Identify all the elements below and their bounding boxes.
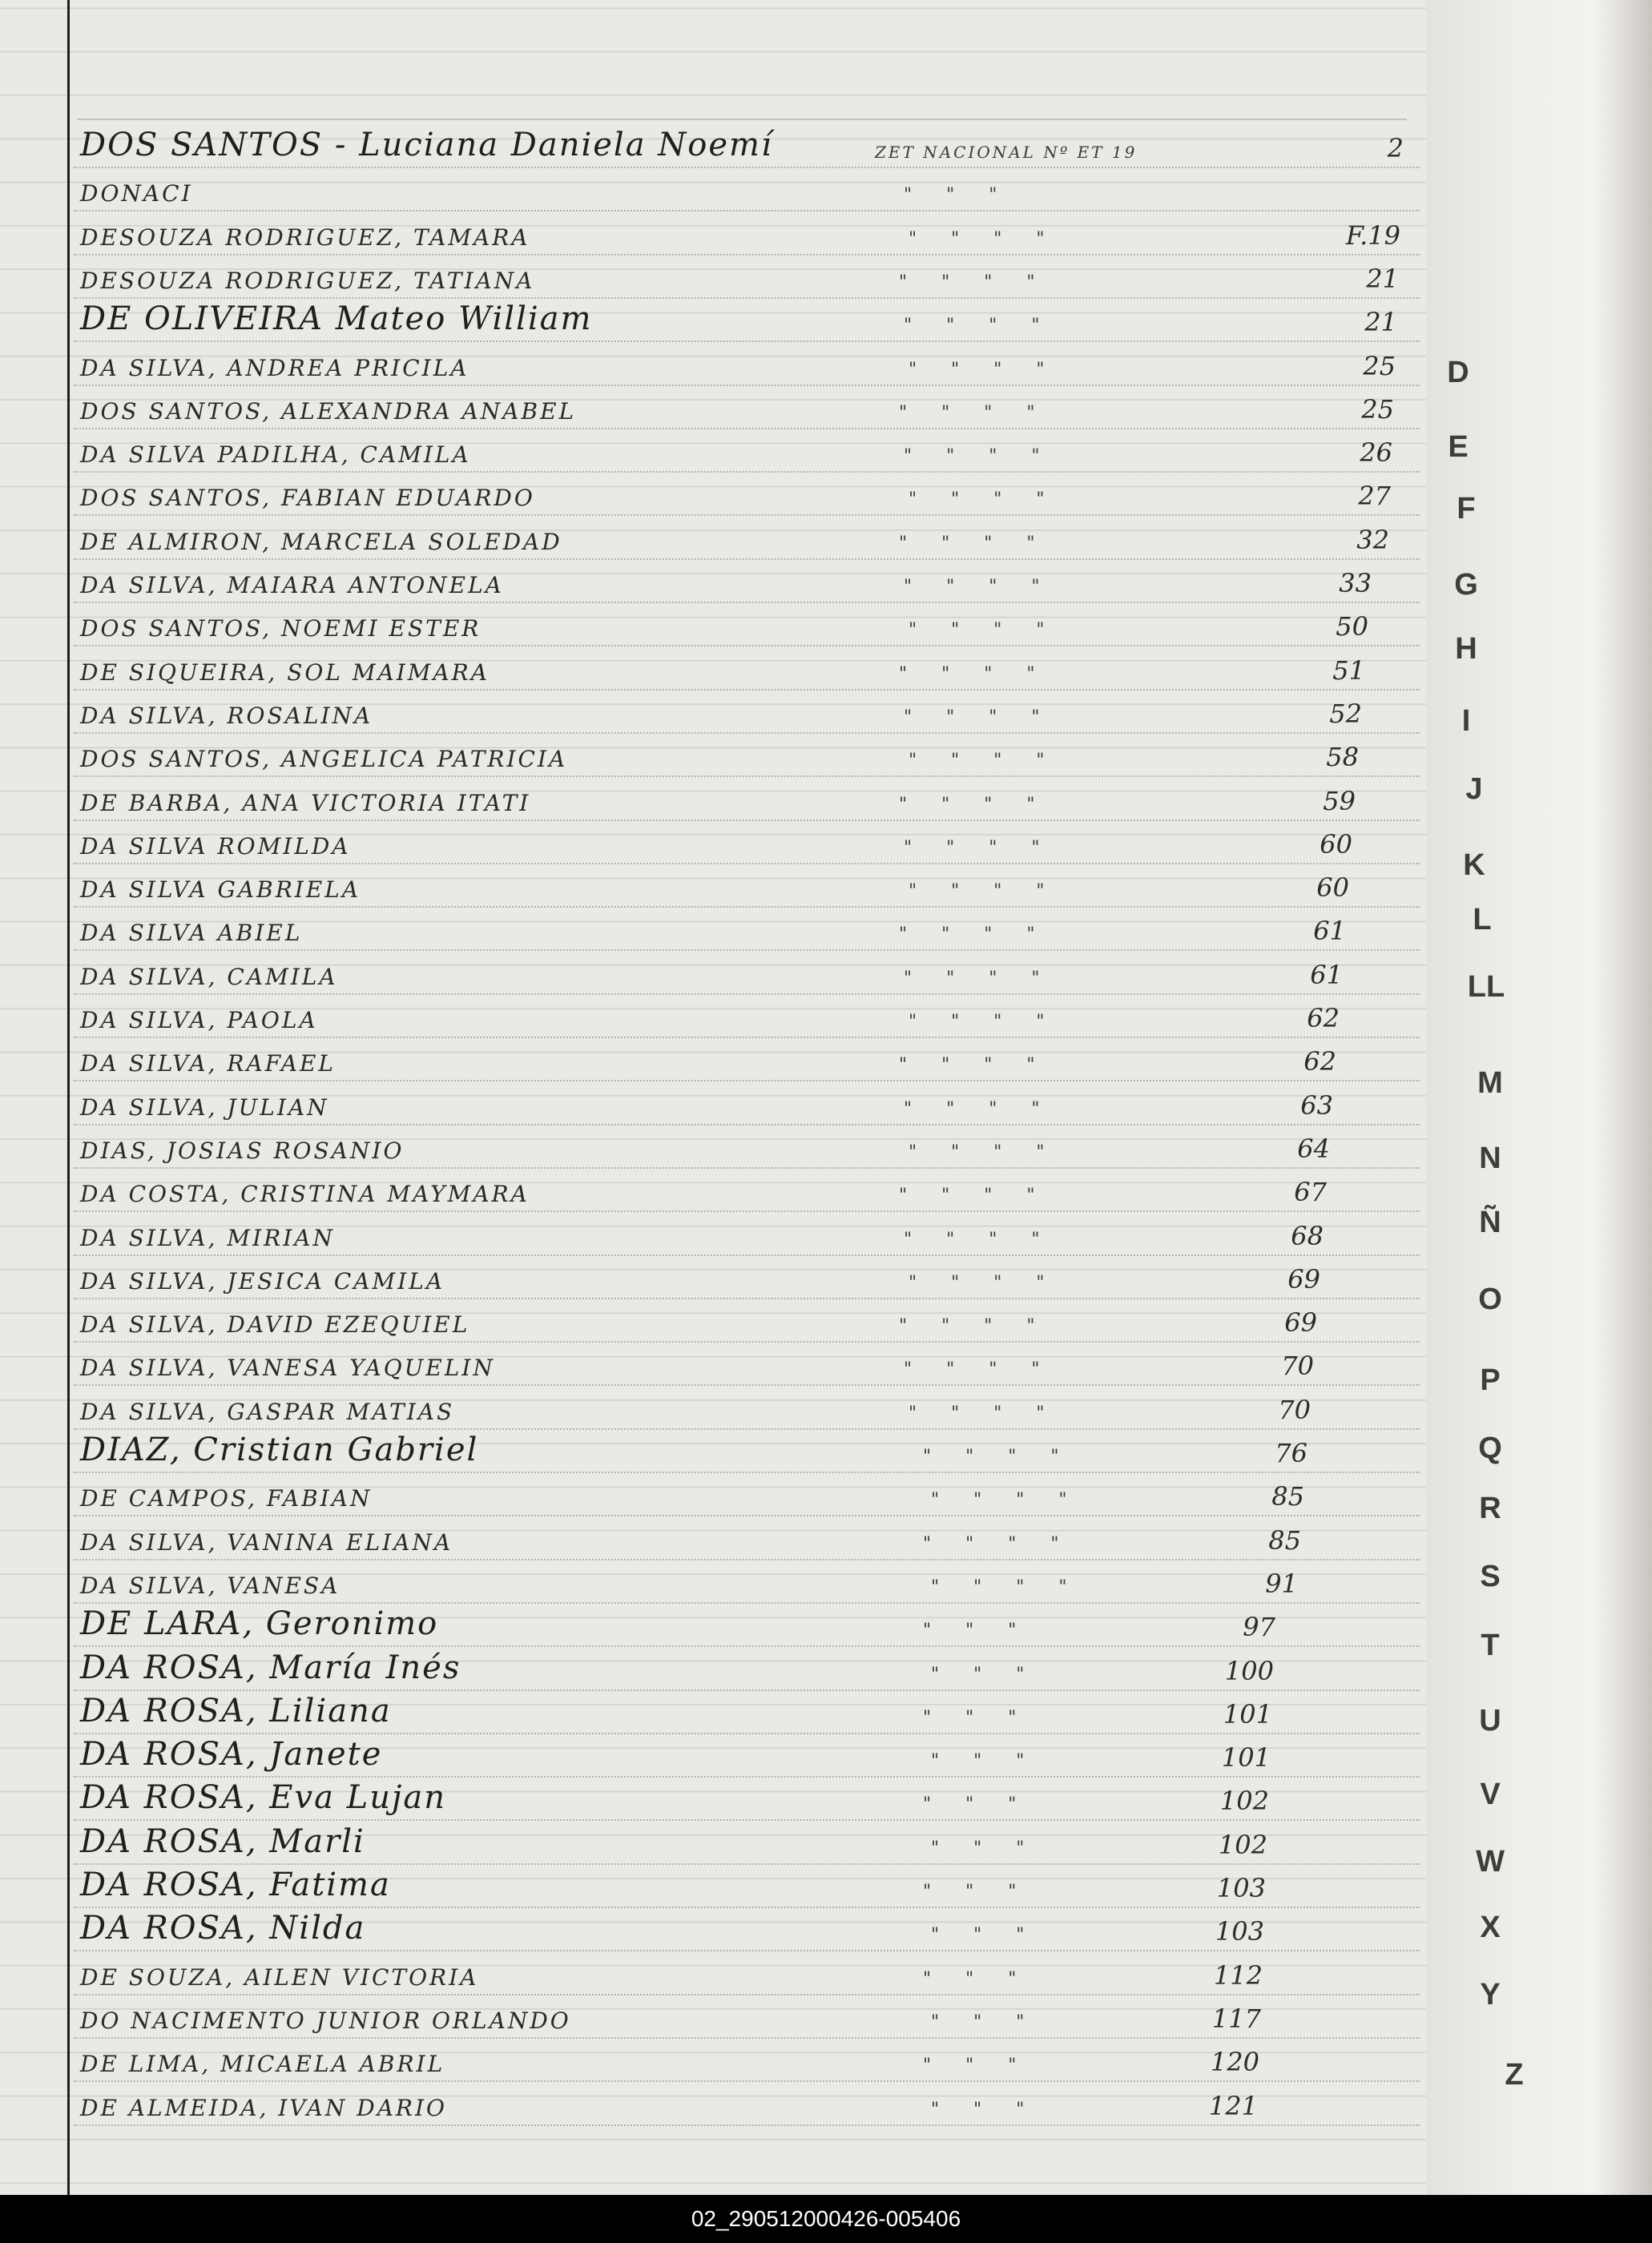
- entry-name: DOS SANTOS, NOEMI ESTER: [80, 615, 481, 642]
- entry-name: DA COSTA, CRISTINA MAYMARA: [80, 1181, 530, 1208]
- entry-ditto-marks: " " " ": [904, 446, 1054, 467]
- entry-name: DE LARA, Geronimo: [80, 1605, 439, 1643]
- entry-name: DOS SANTOS - Luciana Daniela Noemí: [80, 127, 773, 163]
- index-tab[interactable]: Z: [1505, 2058, 1524, 2092]
- entry-ditto-marks: " " " ": [904, 1359, 1054, 1380]
- entry-name: DA SILVA, VANESA YAQUELIN: [80, 1355, 495, 1382]
- entry-ditto-marks: " " " ": [899, 663, 1050, 684]
- entry-ditto-marks: " " " ": [904, 1229, 1054, 1250]
- index-tab[interactable]: L: [1473, 903, 1492, 936]
- entry-ditto-marks: " " " ": [899, 794, 1050, 815]
- ledger-entry: [74, 433, 1420, 473]
- index-tab[interactable]: P: [1480, 1363, 1501, 1397]
- ledger-entry: [74, 520, 1420, 560]
- entry-ditto-marks: " " " ": [923, 1447, 1074, 1467]
- entry-name: DA SILVA, JULIAN: [80, 1093, 329, 1121]
- ledger-entry: [74, 650, 1420, 691]
- entry-page-number: 102: [1218, 1829, 1267, 1860]
- entry-ditto-marks: " " " ": [904, 968, 1054, 989]
- index-tab[interactable]: J: [1465, 772, 1483, 806]
- entry-page-number: 101: [1223, 1698, 1272, 1730]
- ledger-entry: [74, 694, 1420, 734]
- ledger-entry: [74, 1564, 1420, 1604]
- entry-ditto-marks: " " " ": [899, 1055, 1050, 1076]
- entry-name: DA SILVA ROMILDA: [80, 832, 351, 860]
- entry-ditto-marks: " " ": [923, 1707, 1031, 1728]
- entry-ditto-marks: " " " ": [899, 924, 1050, 945]
- index-tab[interactable]: X: [1480, 1911, 1501, 1944]
- ledger-entry: [74, 955, 1420, 995]
- entry-page-number: 62: [1307, 1003, 1340, 1033]
- entry-ditto-marks: " " " ": [904, 1098, 1054, 1119]
- entry-ditto-marks: " " ": [931, 2011, 1039, 2032]
- entry-page-number: 91: [1265, 1568, 1298, 1599]
- ledger-entry: [74, 1738, 1420, 1778]
- ledger-entry: [74, 1041, 1420, 1081]
- entry-name: DOS SANTOS, FABIAN EDUARDO: [80, 485, 535, 512]
- entry-ditto-marks: " " ": [931, 2099, 1039, 2120]
- entry-page-number: 60: [1320, 828, 1352, 860]
- index-tab[interactable]: O: [1478, 1283, 1502, 1316]
- entry-name: DA ROSA, Marli: [80, 1822, 365, 1860]
- ledger-entry: [74, 1085, 1420, 1126]
- entry-page-number: 61: [1313, 916, 1346, 947]
- entry-page-number: 102: [1219, 1786, 1269, 1817]
- ledger-entry: [74, 781, 1420, 821]
- ledger-entry: [74, 563, 1420, 603]
- entry-name: DOS SANTOS, ANGELICA PATRICIA: [80, 746, 568, 773]
- ledger-entry: [74, 1911, 1420, 1951]
- index-tab[interactable]: I: [1461, 704, 1471, 738]
- entry-name: DOS SANTOS, ALEXANDRA ANABEL: [80, 397, 577, 425]
- index-tab[interactable]: D: [1447, 356, 1469, 389]
- entry-name: DA SILVA, GASPAR MATIAS: [80, 1398, 455, 1425]
- index-tab[interactable]: M: [1477, 1066, 1503, 1100]
- entry-page-number: 33: [1339, 568, 1372, 598]
- ledger-entry: [74, 1433, 1420, 1473]
- entry-page-number: 85: [1268, 1524, 1301, 1556]
- entry-page-number: 21: [1366, 263, 1399, 294]
- entry-ditto-marks: " " ": [931, 1664, 1039, 1685]
- entry-ditto-marks: " " " ": [923, 1533, 1074, 1554]
- ledger-entry: [74, 128, 1420, 168]
- entry-ditto-marks: " " " ": [899, 402, 1050, 423]
- ledger-entry: [74, 1476, 1420, 1516]
- ledger-entry: [74, 1346, 1420, 1386]
- entry-name: DE OLIVEIRA Mateo William: [80, 300, 593, 338]
- entry-name: DONACI: [80, 180, 193, 207]
- entry-name: DE ALMEIDA, IVAN DARIO: [80, 2094, 448, 2121]
- ledger-entry: [74, 259, 1420, 299]
- entry-name: DE BARBA, ANA VICTORIA ITATI: [80, 789, 531, 816]
- index-tab[interactable]: F: [1457, 492, 1476, 526]
- entry-ditto-marks: " " ": [931, 1925, 1039, 1946]
- entry-name: DO NACIMENTO JUNIOR ORLANDO: [80, 2007, 571, 2034]
- entry-ditto-marks: " " ": [931, 1751, 1039, 1772]
- ledger-entry: [74, 868, 1420, 908]
- entry-page-number: 103: [1215, 1916, 1264, 1947]
- entry-ditto-marks: " " " ": [904, 577, 1054, 597]
- entry-ditto-marks: " " " ": [909, 1403, 1059, 1424]
- entry-page-number: 101: [1221, 1742, 1271, 1774]
- entry-ditto-marks: " " " ": [909, 751, 1059, 771]
- ledger-entry: [74, 1390, 1420, 1430]
- entry-page-number: 100: [1224, 1655, 1274, 1686]
- entry-page-number: 59: [1323, 785, 1356, 816]
- entry-page-number: 85: [1271, 1481, 1304, 1512]
- entry-page-number: 121: [1208, 2090, 1258, 2121]
- entry-ditto-marks: " " " ": [931, 1577, 1082, 1597]
- ledger-entry: [74, 737, 1420, 777]
- entry-page-number: 67: [1294, 1177, 1327, 1208]
- entry-page-number: 62: [1303, 1046, 1336, 1077]
- entry-name: DA SILVA, DAVID EZEQUIEL: [80, 1311, 470, 1339]
- ledger-entry: [74, 1822, 1420, 1865]
- ledger-entry: [74, 302, 1420, 342]
- entry-ditto-marks: " " " ": [909, 620, 1059, 641]
- entry-name: DA SILVA, PAOLA: [80, 1007, 318, 1033]
- ledger-entry: [74, 1259, 1420, 1299]
- entry-name: DA ROSA, Fatima: [80, 1866, 391, 1903]
- index-tab[interactable]: K: [1463, 848, 1485, 882]
- entry-ditto-marks: " " ": [923, 1794, 1031, 1815]
- entry-page-number: 69: [1287, 1263, 1320, 1295]
- ledger-entry: [74, 2042, 1420, 2082]
- entry-ditto-marks: " " " ": [904, 707, 1054, 727]
- ledger-entry: [74, 1520, 1420, 1560]
- entry-page-number: 112: [1213, 1959, 1263, 1991]
- entry-page-number: 70: [1281, 1351, 1314, 1382]
- entry-name: DA SILVA, JESICA CAMILA: [80, 1267, 445, 1295]
- entry-ditto-marks: " " ": [931, 1838, 1039, 1858]
- entry-name: DESOUZA RODRIGUEZ, TATIANA: [80, 267, 535, 294]
- entry-page-number: 21: [1364, 307, 1397, 338]
- entry-ditto-marks: " " " ": [904, 837, 1054, 858]
- entry-name: DA ROSA, Eva Lujan: [80, 1779, 446, 1817]
- ledger-entry: [74, 1129, 1420, 1169]
- index-tab[interactable]: G: [1454, 568, 1478, 602]
- entry-ditto-marks: " " " ": [909, 359, 1059, 380]
- entry-ditto-marks: " " " ": [899, 533, 1050, 554]
- entry-name: DA SILVA GABRIELA: [80, 876, 361, 904]
- ledger-entry: [74, 606, 1420, 646]
- ledger-entry: [74, 215, 1420, 256]
- file-id-footer: 02_290512000426-005406: [0, 2195, 1652, 2243]
- ledger-entry: [74, 911, 1420, 951]
- entry-page-number: 61: [1310, 959, 1343, 990]
- entry-ditto-marks: ZET NACIONAL Nº ET 19: [875, 143, 1138, 162]
- entry-name: DA SILVA ABIEL: [80, 920, 303, 947]
- ledger-entry: [74, 1694, 1420, 1734]
- entry-name: DE CAMPOS, FABIAN: [80, 1485, 373, 1512]
- ledger-entry: [74, 2086, 1420, 2126]
- entry-name: DA ROSA, Janete: [80, 1736, 383, 1774]
- entry-name: DESOUZA RODRIGUEZ, TAMARA: [80, 223, 530, 251]
- entry-page-number: 50: [1336, 611, 1368, 642]
- entry-name: DA SILVA PADILHA, CAMILA: [80, 441, 471, 469]
- entry-page-number: 117: [1211, 2003, 1261, 2034]
- ledger-entry: [74, 1172, 1420, 1212]
- entry-ditto-marks: " " " ": [909, 228, 1059, 249]
- entry-name: DA SILVA, MIRIAN: [80, 1224, 336, 1251]
- entry-ditto-marks: " " " ": [931, 1490, 1082, 1511]
- ledger-entry: [74, 476, 1420, 516]
- entry-name: DE LIMA, MICAELA ABRIL: [80, 2051, 445, 2078]
- entry-page-number: F.19: [1345, 219, 1400, 251]
- entry-page-number: 52: [1329, 698, 1362, 729]
- index-tab[interactable]: H: [1455, 632, 1477, 666]
- entry-page-number: 58: [1326, 742, 1359, 773]
- entry-ditto-marks: " " ": [923, 1968, 1031, 1989]
- entry-name: DA ROSA, Liliana: [80, 1692, 392, 1730]
- ledger-entry: [74, 1607, 1420, 1647]
- entry-name: DA SILVA, ROSALINA: [80, 702, 373, 729]
- index-tab[interactable]: Y: [1480, 1978, 1501, 2011]
- entry-name: DA ROSA, María Inés: [80, 1649, 461, 1686]
- entry-name: DIAZ, Cristian Gabriel: [80, 1432, 479, 1468]
- entry-page-number: 97: [1243, 1612, 1275, 1643]
- ledger-entry: [74, 998, 1420, 1038]
- index-tab[interactable]: LL: [1467, 970, 1505, 1004]
- entry-page-number: 70: [1278, 1394, 1311, 1425]
- entry-page-number: 69: [1284, 1307, 1317, 1339]
- index-tab[interactable]: V: [1480, 1778, 1501, 1811]
- entry-page-number: 27: [1358, 481, 1391, 512]
- ledger-entry: [74, 1303, 1420, 1343]
- entry-ditto-marks: " " " ": [899, 1186, 1050, 1206]
- entry-name: DA SILVA, VANESA: [80, 1572, 340, 1599]
- index-tab[interactable]: Q: [1478, 1432, 1502, 1465]
- entry-ditto-marks: " " " ": [899, 272, 1050, 292]
- entry-page-number: 2: [1387, 133, 1404, 163]
- ledger-entry: [74, 1651, 1420, 1691]
- index-tab[interactable]: N: [1479, 1142, 1501, 1175]
- ledger-entry: [74, 346, 1420, 386]
- entry-page-number: 25: [1363, 350, 1396, 381]
- ledger-entry: [74, 1868, 1420, 1908]
- entry-ditto-marks: " " " ": [909, 1142, 1059, 1162]
- entry-page-number: 51: [1332, 654, 1365, 686]
- index-tab[interactable]: E: [1448, 430, 1469, 464]
- entry-name: DE ALMIRON, MARCELA SOLEDAD: [80, 528, 562, 555]
- entry-name: DIAS, JOSIAS ROSANIO: [80, 1137, 405, 1164]
- index-tab[interactable]: U: [1479, 1704, 1501, 1738]
- ledger-entry: [74, 171, 1420, 211]
- entry-name: DA SILVA, VANINA ELIANA: [80, 1528, 453, 1556]
- entry-ditto-marks: " " " ": [909, 489, 1059, 510]
- entry-name: DA SILVA, ANDREA PRICILA: [80, 354, 469, 381]
- ledger-entry: [74, 1999, 1420, 2039]
- entry-page-number: 76: [1275, 1438, 1307, 1468]
- entry-name: DE SIQUEIRA, SOL MAIMARA: [80, 658, 490, 686]
- entry-page-number: 120: [1210, 2047, 1259, 2078]
- entry-name: DE SOUZA, AILEN VICTORIA: [80, 1963, 479, 1991]
- entry-page-number: 68: [1291, 1220, 1324, 1251]
- entry-ditto-marks: " " " ": [909, 1272, 1059, 1293]
- entry-ditto-marks: " " ": [923, 2056, 1031, 2076]
- entry-name: DA SILVA, MAIARA ANTONELA: [80, 572, 504, 598]
- entry-ditto-marks: " " " ": [899, 1316, 1050, 1337]
- entry-name: DA SILVA, CAMILA: [80, 963, 338, 990]
- entry-page-number: 103: [1216, 1873, 1266, 1903]
- entry-ditto-marks: " " " ": [904, 316, 1054, 336]
- entry-page-number: 63: [1300, 1089, 1333, 1121]
- index-tab[interactable]: S: [1480, 1560, 1501, 1593]
- entry-name: DA ROSA, Nilda: [80, 1910, 366, 1947]
- entry-page-number: 32: [1356, 524, 1389, 555]
- entry-name: DA SILVA, RAFAEL: [80, 1050, 336, 1077]
- entry-ditto-marks: " " ": [923, 1621, 1031, 1641]
- index-tab[interactable]: T: [1481, 1629, 1500, 1662]
- ledger-entry: [74, 1781, 1420, 1821]
- entry-ditto-marks: " " " ": [909, 881, 1059, 902]
- ledger-entry: [74, 389, 1420, 429]
- entry-page-number: 60: [1316, 872, 1349, 904]
- index-tab[interactable]: Ñ: [1479, 1206, 1501, 1239]
- ledger-entry: [74, 1216, 1420, 1256]
- entry-page-number: 64: [1297, 1133, 1330, 1164]
- ledger-entry: [74, 1955, 1420, 1995]
- entry-ditto-marks: " " " ": [909, 1012, 1059, 1032]
- entry-page-number: 25: [1361, 393, 1394, 425]
- index-tab[interactable]: R: [1479, 1492, 1501, 1525]
- entry-ditto-marks: " " ": [904, 185, 1012, 206]
- entry-page-number: 26: [1360, 437, 1392, 469]
- ledger-entry: [74, 824, 1420, 864]
- entry-ditto-marks: " " ": [923, 1882, 1031, 1902]
- index-tab[interactable]: W: [1476, 1845, 1505, 1879]
